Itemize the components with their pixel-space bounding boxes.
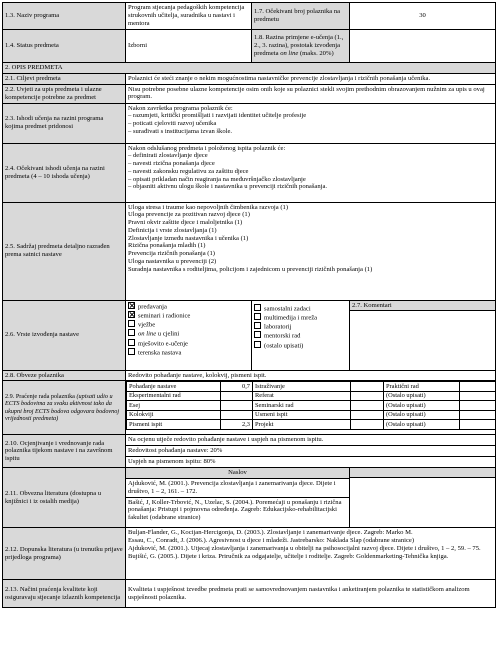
literature-extra-header: [350, 468, 495, 478]
course-content-cell: [126, 202, 496, 300]
checkbox-multimedija: [254, 313, 347, 322]
teaching-types-label: 2.6. Vrste izvođenja nastave: [3, 300, 126, 370]
elearning-level-label-a: 1.8. Razina primjene e-učenja (1., 2., 3. razina), postotak izvođenja predmeta: [254, 34, 344, 57]
obligations-label: 2.8. Obveze polaznika: [3, 370, 126, 381]
ects-value: 0,7: [221, 382, 253, 392]
course-outcomes-cell: [126, 143, 496, 202]
supplementary-literature-cell: [126, 528, 496, 580]
unchecked-box-icon: [254, 313, 261, 320]
row-2-11: [3, 468, 496, 528]
checkbox-label: samostalni zadaci: [264, 305, 311, 313]
course-outcome-item: – definirati zlostavljanje djece: [128, 152, 493, 160]
course-outcome-item: – navesti zakonsku regulativu za zaštitu djece: [128, 168, 493, 176]
ects-row: [127, 391, 496, 401]
ects-activity: Esej: [127, 401, 221, 411]
checkbox-label: mentorski rad: [264, 332, 301, 340]
checkbox-label: (ostalo upisati): [264, 342, 304, 350]
section-2-header-row: [3, 63, 496, 74]
ects-activity: (Ostalo upisati): [384, 420, 460, 430]
course-content-label: 2.5. Sadržaj predmeta detaljno razrađen prema satnici nastave: [3, 202, 126, 300]
monitoring-label-italic: (upisati udio u ECTS bodovima za svaku aktivnost tako da ukupni broj ECTS bodova odgovara bodovnoj vrijednosti predmeta): [5, 393, 120, 423]
course-goals-label: 2.1. Ciljevi predmeta: [3, 73, 126, 84]
course-status-value: Izborni: [126, 30, 252, 63]
checked-box-icon: [128, 311, 135, 318]
supplementary-item: Buljan-Flander, G., Kocijan-Hercigonja, D. (2003.). Zlostavljanje i zanemarivanje djece. Zagreb: Marko M.: [128, 529, 413, 537]
row-2-9: [3, 381, 496, 435]
ects-activity: Kolokviji: [127, 410, 221, 420]
literature-item: Ajduković, M. (2001.). Prevencija zlostavljanja i zanemarivanja djece. Dijete i društvo, 1 – 2, 161. – 172.: [126, 479, 349, 498]
program-outcomes-label: 2.3. Ishodi učenja na razini programa kojima predmet pridonosi: [3, 103, 126, 143]
checkbox-label-italic: on line: [138, 330, 157, 338]
ects-activity: Istraživanje: [253, 382, 351, 392]
content-item: Rizična ponašanja mladih (1): [128, 242, 206, 250]
row-2-6: [3, 300, 496, 370]
elearning-level-label-b: (maks. 20%): [298, 49, 334, 57]
obligations-value: Redovito pohađanje nastave, kolokvij, pismeni ispit.: [126, 370, 496, 381]
grading-cell: [126, 435, 496, 468]
grading-line: Na ocjenu utječe redovito pohađanje nastave i uspjeh na pismenom ispitu.: [126, 435, 495, 446]
required-literature-label: 2.11. Obvezna literatura (dostupna u knjižnici i iz ostalih medija): [3, 468, 126, 528]
row-2-5: [3, 202, 496, 300]
comments-label: 2.7. Komentari: [350, 301, 495, 312]
ects-value: [460, 391, 496, 401]
ects-value: [221, 391, 253, 401]
unchecked-box-icon: [254, 331, 261, 338]
ects-activity: Eksperimentalni rad: [127, 391, 221, 401]
course-status-label: 1.4. Status predmeta: [3, 30, 126, 63]
checkbox-label: mješovito e-učenje: [138, 340, 188, 348]
ects-activity: (Ostalo upisati): [384, 401, 460, 411]
content-item: Uloga nastavnika u prevenciji (2): [128, 257, 217, 265]
ects-value: [460, 401, 496, 411]
monitoring-label-a: 2.9. Praćenje rada polaznika: [5, 393, 77, 401]
ects-value: [460, 420, 496, 430]
content-item: Uloga prevencije za pozitivan razvoj djece (1): [128, 211, 250, 219]
ects-activity: Usmeni ispit: [253, 410, 351, 420]
ects-value: [351, 382, 384, 392]
checkbox-seminari: [128, 311, 249, 320]
row-2-12: [3, 528, 496, 580]
course-outcome-item: – navesti rizična ponašanja djece: [128, 160, 493, 168]
quality-monitoring-label: 2.13. Načini praćenja kvalitete koji osiguravaju stjecanje izlaznih kompetencija: [3, 580, 126, 608]
ects-value: [221, 410, 253, 420]
ects-value: 2,3: [221, 420, 253, 430]
section-title: 2. OPIS PREDMETA: [3, 63, 496, 74]
supplementary-item: Ajduković, M. (2001.). Utjecaj zlostavljanja i zanemarivanja u obitelji na psihosocijalni razvoj djece. Dijete i društvo, 1 – 2, 59. – 75.: [128, 544, 481, 552]
quality-monitoring-value: Kvaliteta i uspješnost izvedbe predmeta prati se samovrednovanjem nastavnika i anketiranjem polaznika te statističkom analizom uspješnosti polaznika.: [126, 580, 496, 608]
checked-box-icon: [128, 302, 135, 309]
expected-participants-value: 30: [350, 3, 496, 30]
ects-activity: (Ostalo upisati): [384, 410, 460, 420]
enrollment-conditions-value: Nisu potrebne posebne ulazne kompetencije osim onih koje su polaznici stekli svojim prethodnim obrazovanjem nužnim za upis u ovaj program.: [126, 84, 496, 103]
checkbox-online: [128, 329, 249, 338]
unchecked-box-icon: [128, 339, 135, 346]
program-name-label: 1.3. Naziv programa: [3, 3, 126, 30]
checkbox-mentorski: [254, 331, 347, 340]
monitoring-label: [3, 381, 126, 435]
row-2-8: [3, 370, 496, 381]
course-outcomes-label: 2.4. Očekivani ishodi učenja na razini predmeta (4 – 10 ishoda učenja): [3, 143, 126, 202]
row-2-2: [3, 84, 496, 103]
program-outcomes-intro: Nakon završetka programa polaznik će:: [128, 104, 233, 112]
teaching-types-col1: [126, 300, 252, 370]
ects-activity: Seminarski rad: [253, 401, 351, 411]
ects-activity: Praktični rad: [384, 382, 460, 392]
checkbox-label: multimedija i mreža: [264, 314, 318, 322]
row-2-13: [3, 580, 496, 608]
comments-cell: [350, 300, 496, 370]
unchecked-box-icon: [254, 304, 261, 311]
grading-line: Uspjeh na pismenom ispitu: 80%: [128, 457, 216, 465]
ects-value: [351, 391, 384, 401]
checkbox-terenska: [128, 348, 249, 357]
course-syllabus-table: [2, 2, 496, 608]
checkbox-ostalo: [254, 341, 347, 350]
content-item: Prevencija rizičnih ponašanja (1): [128, 250, 215, 258]
grading-line: Redovitost pohađanja nastave: 20%: [126, 446, 495, 457]
checkbox-mjesovito: [128, 339, 249, 348]
ects-value: [460, 382, 496, 392]
checkbox-vjezbe: [128, 320, 249, 329]
ects-activity: Referat: [253, 391, 351, 401]
course-outcomes-intro: Nakon odslušanog predmeta i položenog ispita polaznik će:: [128, 144, 286, 152]
row-2-4: [3, 143, 496, 202]
content-item: Suradnja nastavnika s roditeljima, policijom i zajednicom u prevenciji rizičnih ponašanja (1): [128, 265, 373, 273]
ects-value: [460, 410, 496, 420]
unchecked-box-icon: [128, 348, 135, 355]
unchecked-box-icon: [254, 341, 261, 348]
program-outcome-item: – poticati cjeloviti razvoj učenika: [128, 120, 493, 128]
course-outcome-item: – objasniti aktivnu ulogu škole i nastavnika u prevenciji rizičnih ponašanja.: [128, 183, 493, 191]
content-item: Pravni okvir zaštite djece i maloljetnika (1): [128, 219, 243, 227]
ects-row: [127, 401, 496, 411]
checkbox-samostalni: [254, 304, 347, 313]
row-2-1: [3, 73, 496, 84]
program-outcomes-cell: [126, 103, 496, 143]
course-goals-value: Polaznici će steći znanje o nekim mogućnostima nastavničke prevencije zlostavljanja i rizičnih ponašanja učenika.: [126, 73, 496, 84]
content-item: Uloga stresa i traume kao nepovoljnih čimbenika razvoja (1): [128, 203, 289, 211]
ects-value: [351, 410, 384, 420]
row-2-10: [3, 435, 496, 468]
comments-value: [350, 311, 495, 313]
row-1-4: [3, 30, 496, 63]
ects-value: [351, 401, 384, 411]
row-2-3: [3, 103, 496, 143]
unchecked-box-icon: [128, 329, 135, 336]
program-outcome-item: – surađivati s institucijama izvan škole.: [128, 128, 493, 136]
supplementary-literature-label: 2.12. Dopunska literatura (u trenutku prijave prijedloga programa): [3, 528, 126, 580]
enrollment-conditions-label: 2.2. Uvjeti za upis predmeta i ulazne kompetencije potrebne za predmet: [3, 84, 126, 103]
ects-activity: Pismeni ispit: [127, 420, 221, 430]
elearning-level-value: [350, 30, 496, 63]
expected-participants-label: 1.7. Očekivani broj polaznika na predmetu: [252, 3, 350, 30]
required-literature-extra: [350, 468, 496, 528]
checkbox-predavanja: [128, 302, 249, 311]
ects-activity: (Ostalo upisati): [384, 391, 460, 401]
checkbox-label: predavanja: [138, 303, 167, 311]
checkbox-label: u cjelini: [156, 330, 180, 338]
ects-value: [351, 420, 384, 430]
supplementary-item: Bujišić, G. (2005.). Dijete i kriza. Priručnik za odgajatelje, učitelje i roditelje. Zagreb: Goldenmarketing-Tehnička knjiga.: [128, 552, 449, 560]
course-outcome-item: – opisati prikladan način reagiranja na međuvršnjačko zlostavljanje: [128, 176, 493, 184]
required-literature-cell: [126, 468, 350, 528]
ects-value: [221, 401, 253, 411]
ects-row: [127, 382, 496, 392]
checkbox-laboratorij: [254, 322, 347, 331]
teaching-types-col2: [252, 300, 350, 370]
content-item: Zlostavljanje između nastavnika i učenika (1): [128, 234, 249, 242]
content-item: Definicija i vrste zlostavljanja (1): [128, 226, 217, 234]
checkbox-label: vježbe: [138, 321, 156, 329]
program-name-value: Program stjecanja pedagoških kompetencija strukovnih učitelja, suradnika u nastavi i mentora: [126, 3, 252, 30]
row-1-3: [3, 3, 496, 30]
ects-activity: Pohađanje nastave: [127, 382, 221, 392]
ects-activity: Projekt: [253, 420, 351, 430]
ects-row: [127, 410, 496, 420]
grading-label: 2.10. Ocjenjivanje i vrednovanje rada polaznika tijekom nastave i na završnom ispitu: [3, 435, 126, 468]
checkbox-label: terenska nastava: [138, 349, 182, 357]
literature-title-header: Naslov: [126, 468, 349, 479]
monitoring-grid-cell: [126, 381, 496, 435]
checkbox-label: laboratorij: [264, 323, 292, 331]
ects-table: [126, 381, 496, 430]
unchecked-box-icon: [254, 322, 261, 329]
ects-row: [127, 420, 496, 430]
literature-item: Bašić, J, Koller-Trbović, N., Uzelac, S. (2004.). Poremećaji u ponašanju i rizična ponašanja: Pristupi i pojmovna određenja. Zagreb: Edukacijsko-rehabilitacijski fakultet (odabrane stranice): [128, 498, 342, 522]
elearning-level-label-italic: on line: [280, 49, 299, 57]
program-outcome-item: – razumjeti, kritički promišljati i razvijati identitet učitelje profesije: [128, 112, 493, 120]
elearning-level-label: [252, 30, 350, 63]
checkbox-label: seminari i radionice: [138, 312, 191, 320]
supplementary-item: Essau, C., Conradt, J. (2006.). Agresivnost u djece i mladeži. Jastrebarsko: Naklada Slap (odabrane stranice): [128, 537, 415, 545]
unchecked-box-icon: [128, 320, 135, 327]
